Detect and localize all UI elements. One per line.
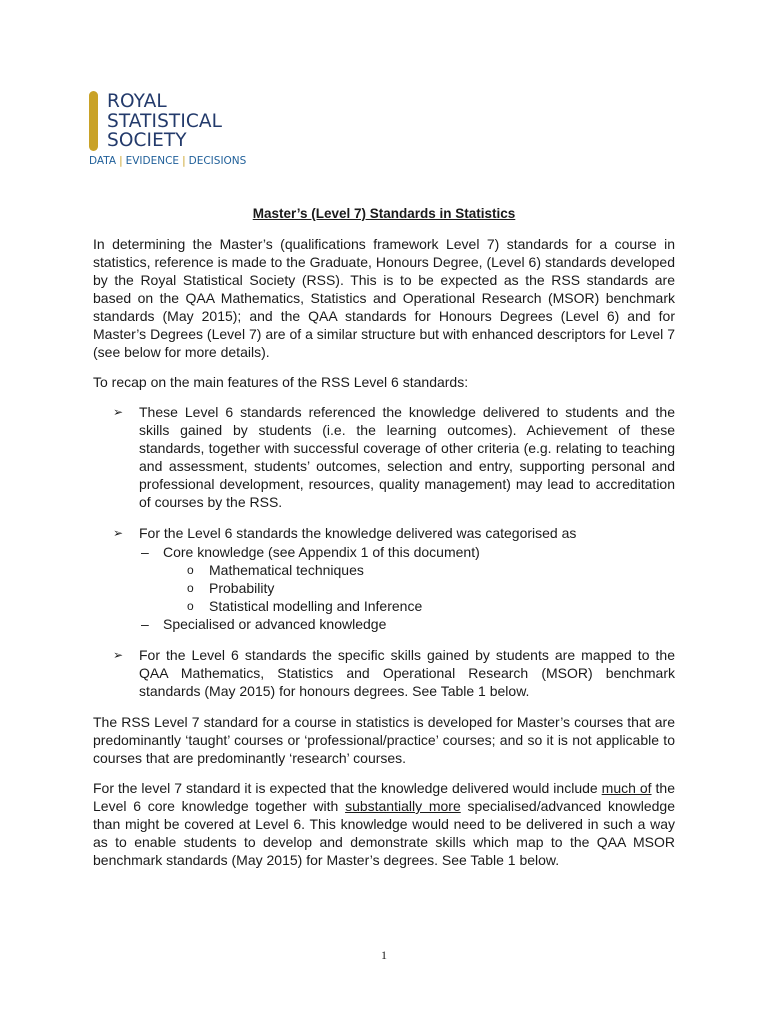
logo-line-1: ROYAL bbox=[107, 91, 167, 112]
list-item bbox=[163, 579, 675, 597]
level6-features-list bbox=[93, 403, 675, 700]
arrow-bullet-icon: ➢ bbox=[113, 648, 124, 662]
specialised-knowledge-label: Specialised or advanced knowledge bbox=[163, 616, 387, 632]
tagline-separator-1: | bbox=[119, 155, 123, 167]
circle-bullet-icon: o bbox=[187, 581, 194, 595]
emphasis-much-of: much of bbox=[601, 780, 652, 796]
level7-paragraph: The RSS Level 7 standard for a course in statistics is developed for Master’s courses that are predominantly ‘taught’ courses or ‘professional/practice’ courses; and so it is not applicable to courses that are predominantly ‘research’ courses. bbox=[93, 714, 675, 766]
circle-bullet-icon: o bbox=[187, 563, 194, 577]
logo-wordmark bbox=[107, 92, 307, 151]
core-item-label: Statistical modelling and Inference bbox=[209, 598, 423, 614]
tagline-separator-2: | bbox=[182, 155, 186, 167]
document-body bbox=[93, 205, 675, 881]
list-item bbox=[163, 597, 675, 615]
arrow-bullet-icon: ➢ bbox=[113, 526, 124, 540]
core-item-label: Probability bbox=[209, 580, 275, 596]
knowledge-text-2: the Level 6 core knowledge together with bbox=[93, 780, 675, 814]
bullet-text-standards: These Level 6 standards referenced the knowledge delivered to students and the skills gained by students (i.e. the learning outcomes). Achievement of these standards, together with successful coverage of other criteria (e.g. relating to teaching and assessment, students’ outcomes, selection and entry, supporting personal and professional development, resources, quality management) may lead to accreditation of courses by the RSS. bbox=[139, 404, 675, 510]
list-item bbox=[139, 543, 675, 615]
logo-line-3: SOCIETY bbox=[107, 130, 187, 151]
logo-line-2: STATISTICAL bbox=[107, 110, 223, 132]
page-number: 1 bbox=[381, 948, 387, 962]
recap-paragraph: To recap on the main features of the RSS Level 6 standards: bbox=[93, 374, 469, 390]
dash-bullet-icon: – bbox=[141, 616, 149, 632]
page-title: Master’s (Level 7) Standards in Statistics bbox=[252, 206, 516, 221]
logo-accent-bar bbox=[89, 91, 98, 151]
knowledge-paragraph bbox=[93, 779, 675, 869]
knowledge-text-1: For the level 7 standard it is expected that the knowledge delivered would include bbox=[93, 780, 602, 796]
tagline-decisions: DECISIONS bbox=[188, 155, 247, 167]
intro-paragraph: In determining the Master’s (qualifications framework Level 7) standards for a course in statistics, reference is made to the Graduate, Honours Degree, (Level 6) standards developed by the Royal Statistical Society (RSS). This is to be expected as the RSS standards are based on the QAA Mathematics, Statistics and Operational Research (MSOR) benchmark standards (May 2015); and the QAA standards for Honours Degrees (Level 6) and for Master’s Degrees (Level 7) are of a similar structure but with enhanced descriptors for Level 7 (see below for more details). bbox=[93, 236, 675, 360]
list-item bbox=[93, 524, 675, 633]
arrow-bullet-icon: ➢ bbox=[113, 405, 124, 419]
logo-tagline bbox=[89, 155, 246, 167]
bullet-text-knowledge: For the Level 6 standards the knowledge delivered was categorised as bbox=[139, 525, 577, 541]
list-item bbox=[93, 403, 675, 511]
knowledge-text-3: specialised/advanced knowledge than might be covered at Level 6. This knowledge would need to be delivered in such a way as to enable students to develop and demonstrate skills which map to the QAA MSOR benchmark standards (May 2015) for Master’s degrees. See Table 1 below. bbox=[93, 798, 675, 868]
core-knowledge-list bbox=[163, 561, 675, 615]
knowledge-categories bbox=[139, 543, 675, 633]
tagline-evidence: EVIDENCE bbox=[125, 155, 180, 167]
core-knowledge-label: Core knowledge (see Appendix 1 of this document) bbox=[163, 544, 480, 560]
list-item bbox=[139, 615, 675, 633]
list-item bbox=[163, 561, 675, 579]
tagline-data: DATA bbox=[89, 155, 117, 167]
bullet-text-skills: For the Level 6 standards the specific skills gained by students are mapped to the QAA Mathematics, Statistics and Operational Research (MSOR) benchmark standards (May 2015) for honours degrees. See Table 1 below. bbox=[139, 647, 675, 699]
core-item-label: Mathematical techniques bbox=[209, 562, 364, 578]
emphasis-substantially-more: substantially more bbox=[345, 798, 461, 814]
list-item bbox=[93, 646, 675, 700]
circle-bullet-icon: o bbox=[187, 599, 194, 613]
dash-bullet-icon: – bbox=[141, 544, 149, 560]
